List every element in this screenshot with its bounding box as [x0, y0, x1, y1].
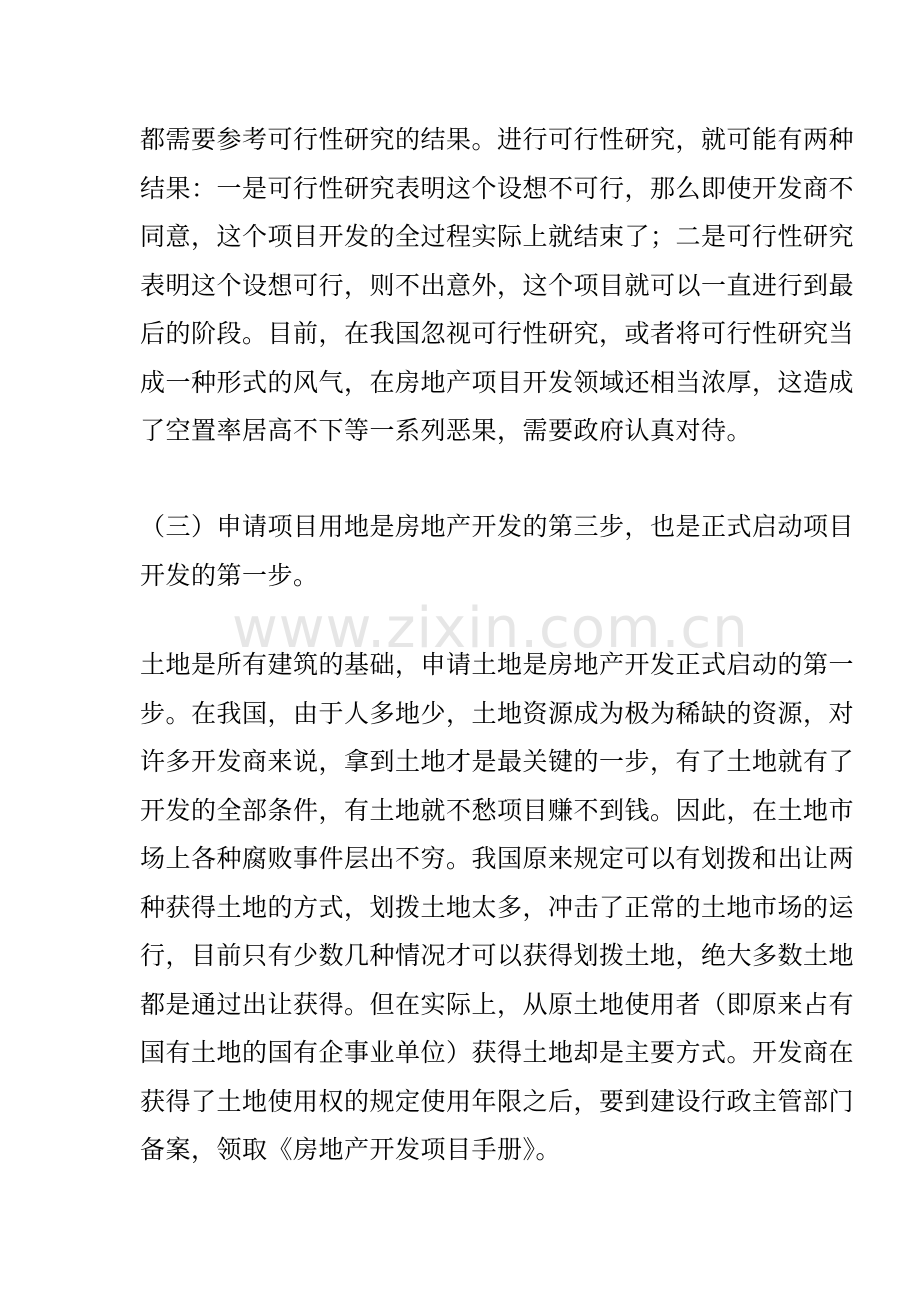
text-line: 种获得土地的方式，划拨土地太多，冲击了正常的土地市场的运 [140, 892, 855, 922]
text-line: 后的阶段。目前，在我国忽视可行性研究，或者将可行性研究当 [140, 319, 855, 348]
paragraph-land-acquisition [140, 641, 855, 1175]
paragraph-feasibility-study [140, 116, 855, 456]
text-line: 成一种形式的风气，在房地产项目开发领域还相当浓厚，这造成 [140, 367, 855, 397]
text-line: 许多开发商来说，拿到土地才是最关键的一步，有了土地就有了 [140, 747, 855, 776]
text-line: 行，目前只有少数几种情况才可以获得划拨土地，绝大多数土地 [140, 941, 855, 970]
text-line: 土地是所有建筑的基础，申请土地是房地产开发正式启动的第一 [140, 650, 855, 679]
watermark: www.zixin.com.cn [232, 596, 749, 661]
text-line: 国有土地的国有企事业单位）获得土地却是主要方式。开发商在 [140, 1038, 855, 1067]
section-heading-step-three [140, 503, 855, 600]
text-line: 结果：一是可行性研究表明这个设想不可行，那么即使开发商不 [140, 173, 855, 203]
text-line: 都是通过出让获得。但在实际上，从原土地使用者（即原来占有 [140, 989, 855, 1019]
text-line: 获得了土地使用权的规定使用年限之后，要到建设行政主管部门 [140, 1086, 855, 1116]
text-line: 开发的第一步。 [140, 560, 319, 590]
text-line: （三）申请项目用地是房地产开发的第三步，也是正式启动项目 [140, 512, 855, 541]
text-line: 场上各种腐败事件层出不穷。我国原来规定可以有划拨和出让两 [140, 844, 855, 873]
text-line: 开发的全部条件，有土地就不愁项目赚不到钱。因此，在土地市 [140, 795, 855, 825]
text-line: 同意，这个项目开发的全过程实际上就结束了；二是可行性研究 [140, 222, 855, 251]
text-line: 都需要参考可行性研究的结果。进行可行性研究，就可能有两种 [140, 125, 855, 154]
text-line: 步。在我国，由于人多地少，土地资源成为极为稀缺的资源，对 [140, 698, 855, 728]
text-line: 了空置率居高不下等一系列恶果，需要政府认真对待。 [140, 416, 753, 445]
text-line: 备案，领取《房地产开发项目手册》。 [140, 1135, 562, 1164]
text-line: 表明这个设想可行，则不出意外，这个项目就可以一直进行到最 [140, 270, 855, 300]
